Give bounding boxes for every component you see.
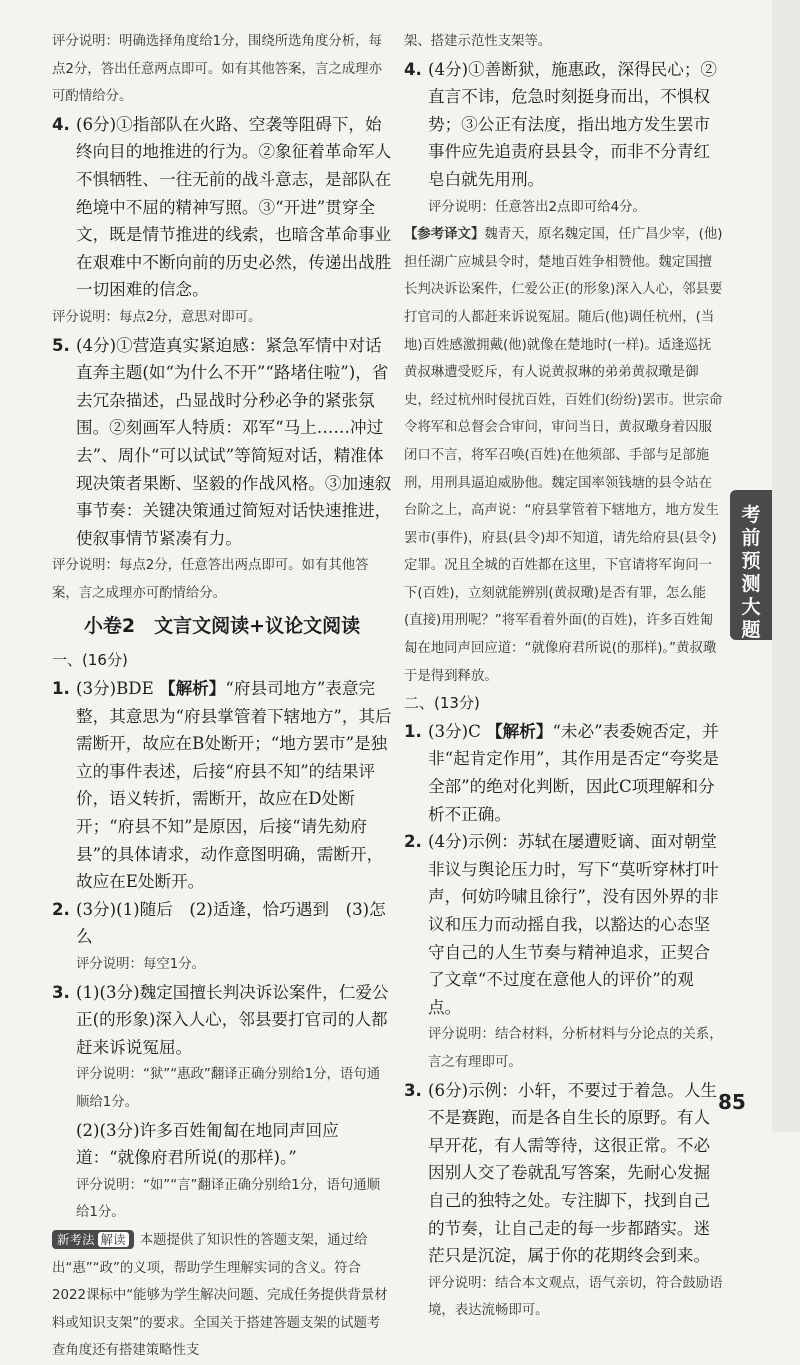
tab-char: 大 [741,596,761,618]
translation-2: (2)(3分)许多百姓匍匐在地同声回应道：“就像府君所说(的那样)。” [76,1120,339,1168]
answer-3 [52,979,392,1227]
scoring-note: 评分说明：每空1分。 [76,957,206,972]
interpretation-block [52,1227,392,1365]
question-number: 1. [404,721,422,741]
scoring-note: 评分说明：每点2分，任意答出两点即可。如有其他答案，言之成理亦可酌情给分。 [52,558,369,601]
answer-1 [52,675,392,896]
answer-score: (3分)BDE [76,679,154,699]
section-label-2: 二、(13分) [404,694,480,713]
interpretation-continued: 架、搭建示范性支架等。 [404,34,552,49]
badge-sub: 解读 [98,1232,129,1247]
tab-char: 题 [741,619,761,641]
answer-b1 [404,718,724,828]
reference-translation [404,221,724,690]
answer-b3 [404,1077,724,1325]
page-edge [772,0,800,1132]
question-number: 2. [52,899,70,919]
answer-text [428,718,724,828]
answer-4 [404,56,724,222]
tab-char: 考 [741,504,761,526]
right-column [404,28,724,1325]
question-4 [52,111,392,332]
question-number: 3. [404,1080,422,1100]
answer-text: (6分)①指部队在火路、空袭等阻碍下，始终向目的地推进的行为。②象征着革命军人不惧牺牲、一往无前的战斗意志，是部队在绝境中不屈的精神写照。③“开进”贯穿全文，既是情节推进的线索，也暗含革命事业在艰难中不断向前的历史必然，传递出战胜一切困难的信念。 [76,114,392,300]
question-number: 4. [52,114,70,134]
section-label-1: 一、(16分) [52,651,128,670]
scoring-note-2: 评分说明：“如”“言”翻译正确分别给1分，语句通顺给1分。 [76,1177,381,1221]
answer-text: (4分)①善断狱，施惠政，深得民心；②直言不讳，危急时刻挺身而出，不惧权势；③公正有法度，指出地方发生罢市事件应先追责府县县令，而非不分青红皂白就先用刑。 [428,59,718,189]
answer-b2 [404,828,724,1076]
scoring-note: 评分说明：任意答出2点即可给4分。 [428,199,646,215]
scoring-note-1: 评分说明：“狱”“惠政”翻译正确分别给1分，语句通顺给1分。 [76,1067,381,1110]
question-number: 2. [404,832,422,852]
page-number: 85 [718,1090,746,1114]
scoring-note: 评分说明：结合本文观点，语气亲切，符合鼓励语境，表达流畅即可。 [428,1275,723,1319]
badge-label: 新考法 [57,1231,95,1247]
answer-text: (3分)(1)随后 (2)适逢，恰巧遇到 (3)怎么 [76,899,386,947]
analysis-text: “未必”表委婉否定，并非“起肯定作用”，其作用是否定“夸奖是全部”的绝对化判断，因此C项理解和分析不正确。 [428,721,719,824]
analysis-tag: 【解析】 [486,721,553,741]
analysis-tag: 【解析】 [159,679,226,699]
interpretation-text: 本题提供了知识性的答题支架，通过给出“惠”“政”的义项，帮助学生理解实词的含义。符合2022课标中“能够为学生解决问题、完成任务提供背景材料或知识支架”的要求。全国关于搭建答题支架的试题考查角度还有搭建策略性支 [52,1232,388,1359]
side-tab-label [730,490,772,640]
scoring-note: 评分说明：结合材料，分析材料与分论点的关系，言之有理即可。 [428,1027,723,1070]
question-5 [52,332,392,608]
answer-2 [52,896,392,979]
answer-text: (6分)示例：小轩，不要过于着急。人生不是赛跑，而是各自生长的原野。有人早开花，有人需等待，这很正常。不必因别人交了卷就乱写答案，先耐心发掘自己的独特之处。专注脚下，找到自己的节奏，让自己走的每一步都踏实。迷茫只是沉淀，属于你的花期终会到来。 [428,1080,718,1266]
analysis-text: “府县司地方”表意完整，其意思为“府县掌管着下辖地方”，其后需断开，故应在B处断开；“地方罢市”是独立的事件表述，后接“府县不知”的结果评价，语义转折，需断开，故应在D处断开；“府县不知”是原因，后接“请先劾府县”的具体请求，动作意图明确，需断开，故应在E处断开。 [76,679,392,892]
tab-char: 预 [741,550,761,572]
answer-text: (4分)示例：苏轼在屡遭贬谪、面对朝堂非议与舆论压力时，写下“莫听穿林打叶声，何妨吟啸且徐行”，没有因外界的非议和压力而动摇自我，以豁达的心态坚守自己的人生节奏与精神追求，正契合了文章“不过度在意他人的评价”的观点。 [428,832,719,1017]
translation-text: 魏青天，原名魏定国，任广昌少宰，(他)担任湖广应城县令时，楚地百姓争相赞他。魏定国擅长判决诉讼案件，仁爱公正(的形象)深入人心，邻县要打官司的人都赶来诉说冤屈。随后(他)调任杭州，(当地)百姓感激拥戴(他)就像在楚地时(一样)。适逢巡抚黄叔琳遭受贬斥，有人说黄叔琳的弟弟黄叔璥是御史，经过杭州时侵扰百姓，百姓们(纷纷)罢市。世宗命令将军和总督会合审问，审问当日，黄叔璥身着囚服闭口不言，将军召唤(百姓)在他须部、手部与足部施刑，用刑具逼迫威胁他。魏定国率领钱塘的县令站在台阶之上，高声说：“府县掌管着下辖地方，地方发生罢市(事件)，府县(县令)却不知道，请先给府县(县令)定罪。况且全城的百姓都在这里，下官请将军询问一下(百姓)，立刻就能辨别(黄叔璥)是否有罪，怎么能(直接)用刑呢？”将军看着外面(的百姓)，许多百姓匍匐在地同声回应道：“就像府君所说(的那样)。”黄叔璥于是得到释放。 [404,227,723,684]
answer-text [76,675,392,896]
tab-char: 前 [741,527,761,549]
tab-char: 测 [741,573,761,595]
answer-score: (3分)C [428,721,481,741]
question-number: 4. [404,59,422,79]
translation-tag: 【参考译文】 [404,227,485,243]
section-heading: 小卷2 文言文阅读+议论文阅读 [83,615,361,638]
q3-scoring-note: 评分说明：明确选择角度给1分，围绕所选角度分析，每点2分，答出任意两点即可。如有其他答案，言之成理亦可酌情给分。 [52,34,382,105]
scoring-note: 评分说明：每点2分，意思对即可。 [52,309,262,325]
question-number: 3. [52,982,70,1002]
left-column [52,28,392,1365]
question-number: 5. [52,335,70,355]
new-method-badge [52,1230,134,1249]
translation-1: (1)(3分)魏定国擅长判决诉讼案件，仁爱公正(的形象)深入人心，邻县要打官司的人都赶来诉说冤屈。 [76,982,389,1057]
question-number: 1. [52,679,70,699]
answer-text: (4分)①营造真实紧迫感：紧急军情中对话直奔主题(如“为什么不开”“路堵住啦”)，省去冗杂描述，凸显战时分秒必争的紧张氛围。②刻画军人特质：邓军“马上……冲过去”、周仆“可以试试”等简短对话，精准体现决策者果断、坚毅的作战风格。③加速叙事节奏：关键决策通过简短对话快速推进，使叙事情节紧凑有力。 [76,335,392,548]
